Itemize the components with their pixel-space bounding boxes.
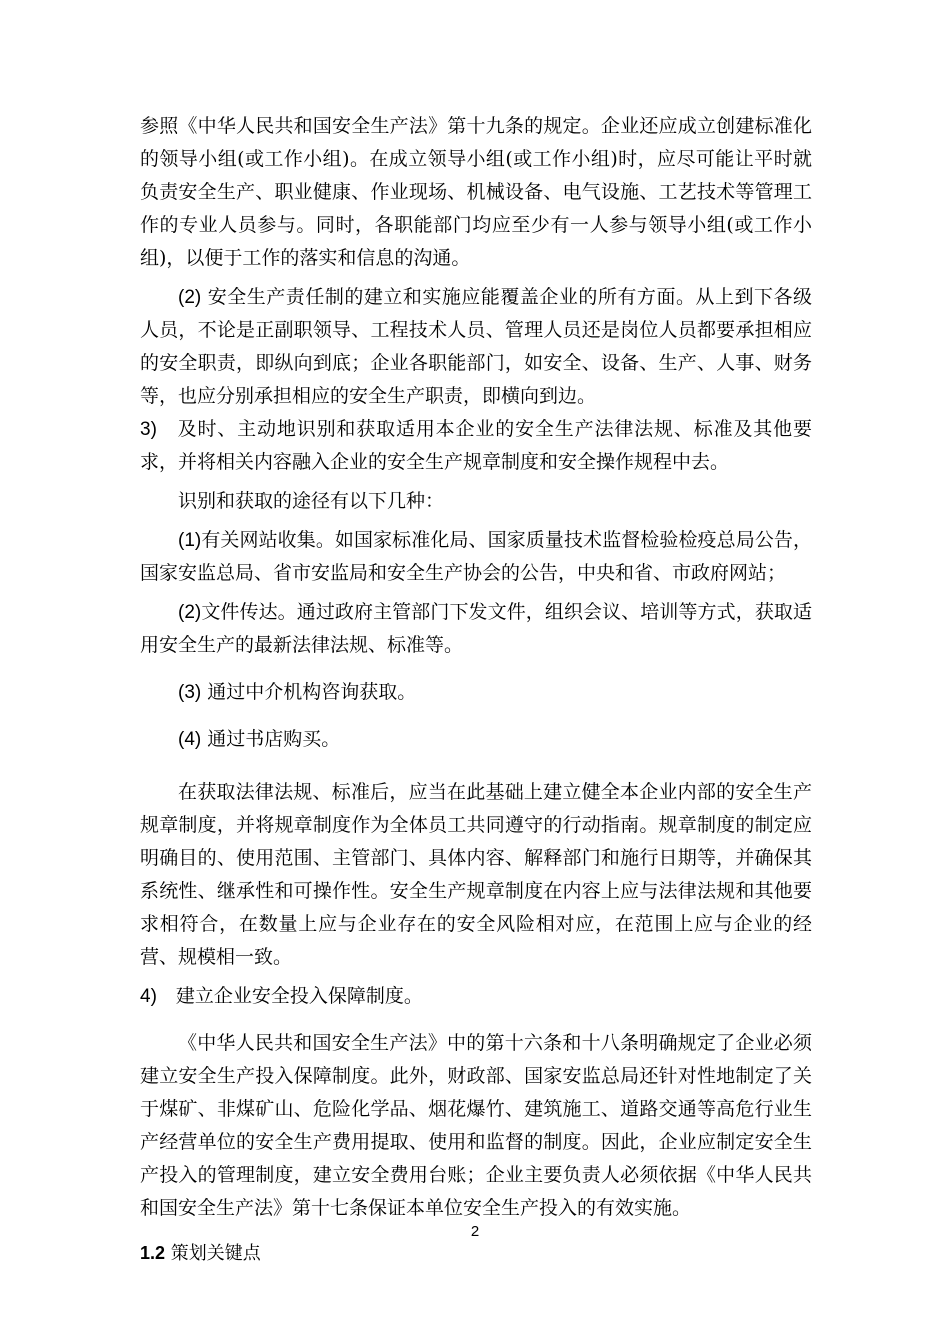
paragraph-text: 通过中介机构咨询获取。 xyxy=(201,681,417,703)
page-number: 2 xyxy=(470,1223,480,1240)
paragraph-identify-laws xyxy=(140,413,812,479)
item-number: (2) xyxy=(178,287,202,308)
item-number: 4) xyxy=(140,986,157,1007)
paragraph-text: 建立企业安全投入保障制度。 xyxy=(156,985,423,1007)
document-body xyxy=(140,110,812,1270)
section-heading xyxy=(140,1237,812,1270)
paragraph-text: 有关网站收集。如国家标准化局、国家质量技术监督检验检疫总局公告，国家安监总局、省市安监局和安全生产协会的公告，中央和省、市政府网站； xyxy=(140,529,812,584)
paragraph-method-documents xyxy=(140,596,812,662)
item-number: (2) xyxy=(178,602,202,623)
paragraph-text: 及时、主动地识别和获取适用本企业的安全生产法律法规、标准及其他要求，并将相关内容融入企业的安全生产规章制度和安全操作规程中去。 xyxy=(140,418,812,473)
item-number: (1) xyxy=(178,530,202,551)
section-title: 策划关键点 xyxy=(165,1243,261,1264)
paragraph-methods-intro: 识别和获取的途径有以下几种： xyxy=(178,490,445,512)
paragraph-text: 通过书店购买。 xyxy=(201,728,341,750)
paragraph-text: 文件传达。通过政府主管部门下发文件，组织会议、培训等方式，获取适用安全生产的最新法律法规、标准等。 xyxy=(140,601,812,656)
paragraph-rules-regulations: 在获取法律法规、标准后，应当在此基础上建立健全本企业内部的安全生产规章制度，并将规章制度作为全体员工共同遵守的行动指南。规章制度的制定应明确目的、使用范围、主管部门、具体内容、解释部门和施行日期等，并确保其系统性、继承性和可操作性。安全生产规章制度在内容上应与法律法规和其他要求相符合，在数量上应与企业存在的安全风险相对应，在范围上应与企业的经营、规模相一致。 xyxy=(140,781,812,968)
paragraph-method-bookstore xyxy=(140,723,812,756)
paragraph-leadership-group: 参照《中华人民共和国安全生产法》第十九条的规定。企业还应成立创建标准化的领导小组(或工作小组)。在成立领导小组(或工作小组)时，应尽可能让平时就负责安全生产、职业健康、作业现场、机械设备、电气设施、工艺技术等管理工作的专业人员参与。同时，各职能部门均应至少有一人参与领导小组(或工作小组)，以便于工作的落实和信息的沟通。 xyxy=(140,115,812,269)
paragraph-responsibility-system xyxy=(140,281,812,413)
item-number: (3) xyxy=(178,682,202,703)
item-number: 3) xyxy=(140,419,157,440)
paragraph-method-websites xyxy=(140,524,812,590)
paragraph-investment-system xyxy=(140,980,812,1013)
section-number: 1.2 xyxy=(140,1243,166,1263)
item-number: (4) xyxy=(178,729,202,750)
paragraph-investment-law: 《中华人民共和国安全生产法》中的第十六条和十八条明确规定了企业必须建立安全生产投入保障制度。此外，财政部、国家安监总局还针对性地制定了关于煤矿、非煤矿山、危险化学品、烟花爆竹、建筑施工、道路交通等高危行业生产经营单位的安全生产费用提取、使用和监督的制度。因此，企业应制定安全生产投入的管理制度，建立安全费用台账；企业主要负责人必须依据《中华人民共和国安全生产法》第十七条保证本单位安全生产投入的有效实施。 xyxy=(140,1032,812,1219)
paragraph-text: 安全生产责任制的建立和实施应能覆盖企业的所有方面。从上到下各级人员，不论是正副职领导、工程技术人员、管理人员还是岗位人员都要承担相应的安全职责，即纵向到底；企业各职能部门，如安全、设备、生产、人事、财务等，也应分别承担相应的安全生产职责，即横向到边。 xyxy=(140,286,812,407)
paragraph-method-agencies xyxy=(140,676,812,709)
